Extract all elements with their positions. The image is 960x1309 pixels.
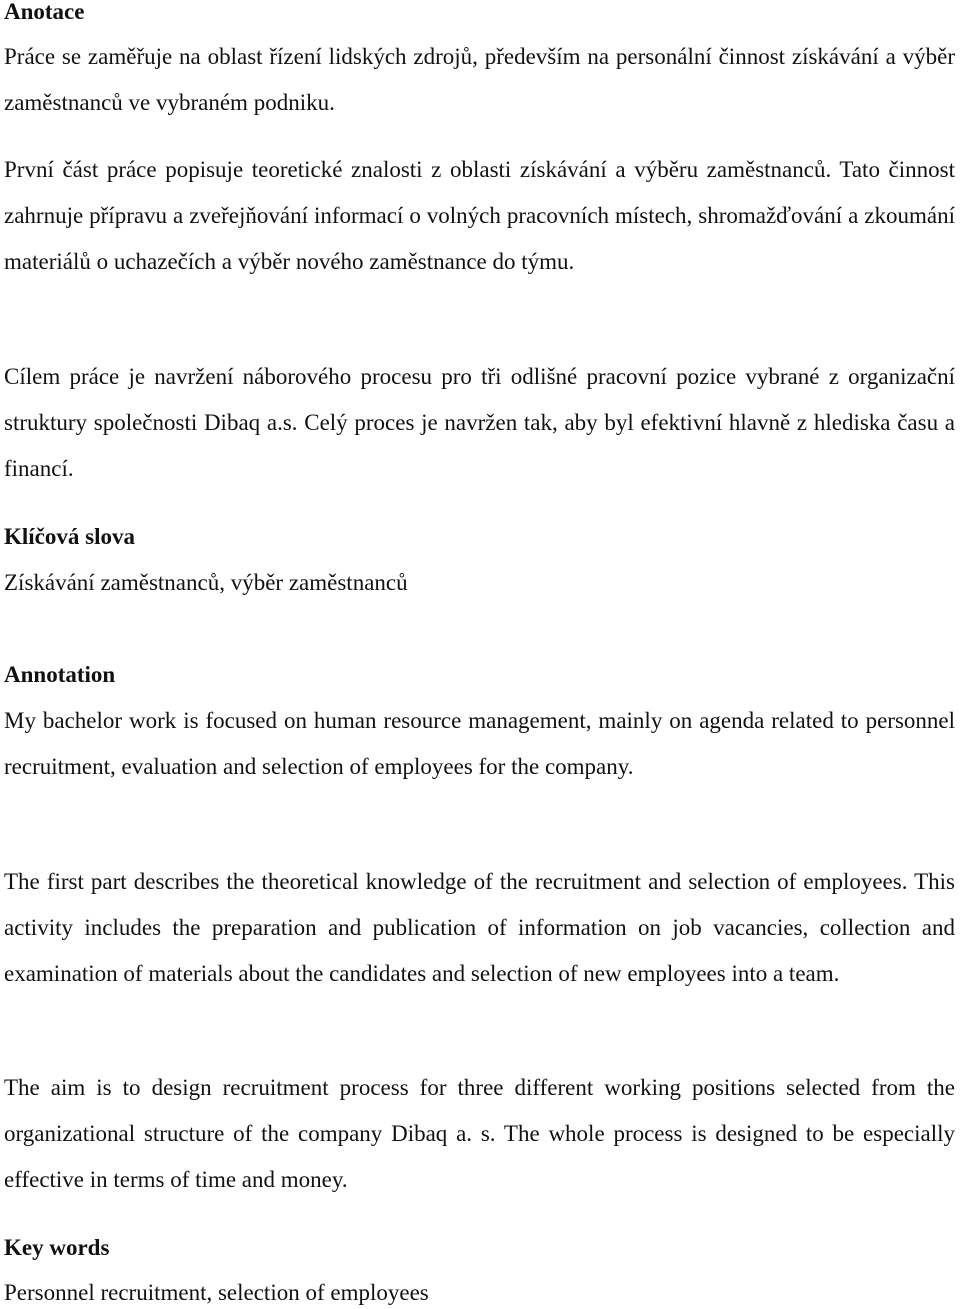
annotation-paragraph-2: The first part describes the theoretical knowledge of the recruitment and selection of employees. This activity includes the preparation and publication of information on job vacancies, collection and examination of materials about the candidates and selection of new employees into a team. <box>4 869 955 987</box>
key-words-heading: Key words <box>4 1235 110 1260</box>
klicova-slova-text: Získávání zaměstnanců, výběr zaměstnanců <box>4 570 408 595</box>
klicova-slova-heading: Klíčová slova <box>4 524 135 549</box>
key-words-text: Personnel recruitment, selection of employees <box>4 1280 429 1305</box>
annotation-heading: Annotation <box>4 662 116 687</box>
anotace-paragraph-3: Cílem práce je navržení náborového procesu pro tři odlišné pracovní pozice vybrané z organizační struktury společnosti Dibaq a.s. Celý proces je navržen tak, aby byl efektivní hlavně z hlediska času a financí. <box>4 364 955 482</box>
anotace-paragraph-2: První část práce popisuje teoretické znalosti z oblasti získávání a výběru zaměstnanců. Tato činnost zahrnuje přípravu a zveřejňování informací o volných pracovních místech, shromažďování a zkoumání materiálů o uchazečích a výběr nového zaměstnance do týmu. <box>4 157 955 275</box>
annotation-paragraph-3: The aim is to design recruitment process for three different working positions selected from the organizational structure of the company Dibaq a. s. The whole process is designed to be especially effective in terms of time and money. <box>4 1075 955 1193</box>
annotation-paragraph-1: My bachelor work is focused on human resource management, mainly on agenda related to personnel recruitment, evaluation and selection of employees for the company. <box>4 708 955 780</box>
anotace-paragraph-1: Práce se zaměřuje na oblast řízení lidských zdrojů, především na personální činnost získávání a výběr zaměstnanců ve vybraném podniku. <box>4 44 955 116</box>
anotace-heading: Anotace <box>4 0 85 24</box>
